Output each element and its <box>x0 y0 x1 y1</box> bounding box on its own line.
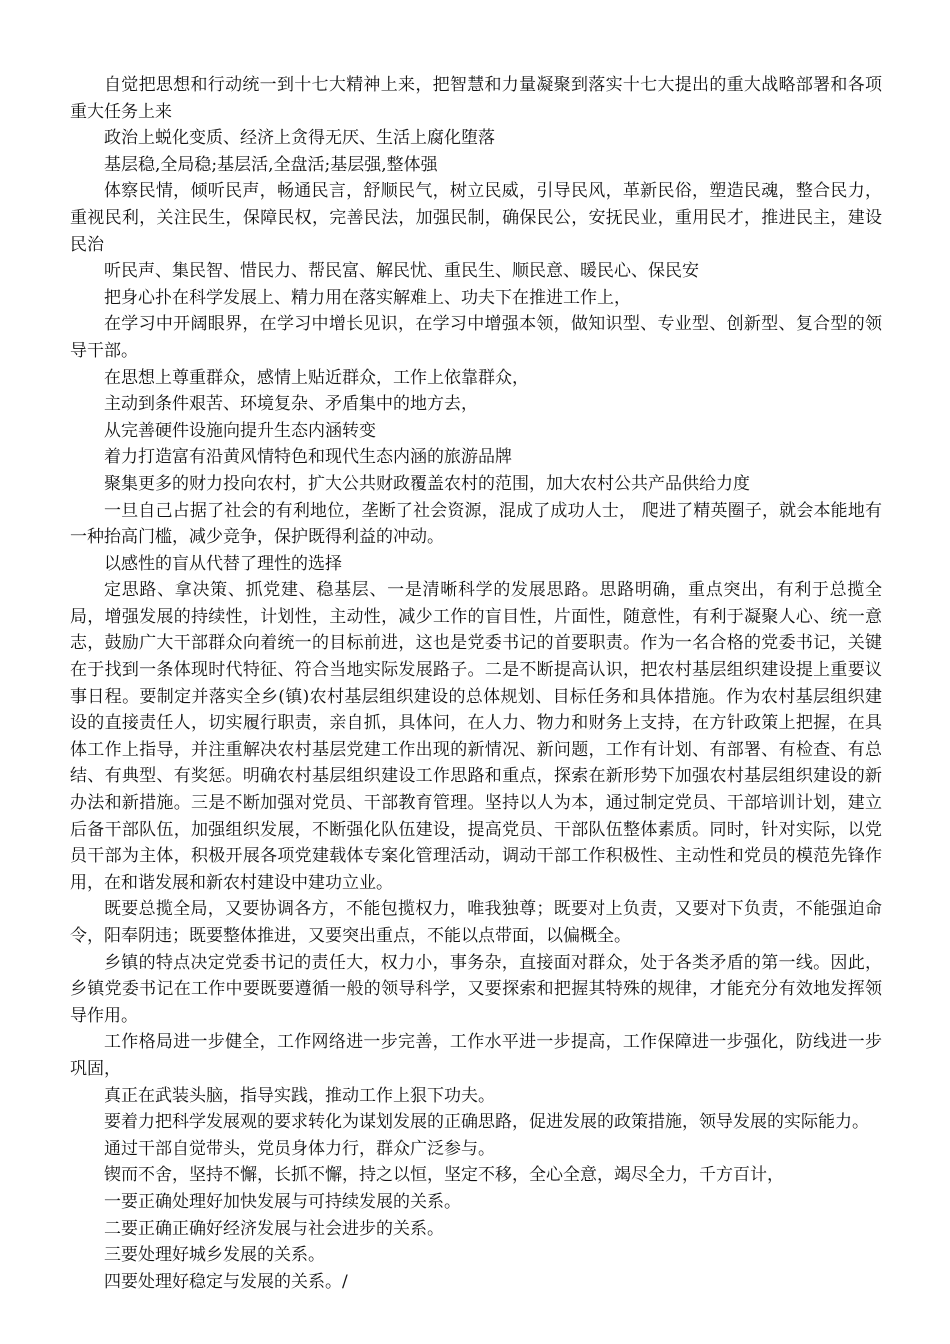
paragraph: 主动到条件艰苦、环境复杂、矛盾集中的地方去， <box>104 394 478 415</box>
paragraph: 一旦自己占据了社会的有利地位，垄断了社会资源，混成了成功人士， 爬进了精英圈子，就会本能地有一种抬高门槛，减少竞争，保护既得利益的冲动。 <box>70 500 882 548</box>
paragraph: 通过干部自觉带头，党员身体力行，群众广泛参与。 <box>104 1138 495 1159</box>
paragraph: 体察民情，倾听民声，畅通民言，舒顺民气，树立民威，引导民风，革新民俗，塑造民魂，整合民力，重视民利，关注民生，保障民权，完善民法，加强民制，确保民公，安抚民业，重用民才，推进民主，建设民治 <box>70 181 882 255</box>
paragraph: 在学习中开阔眼界，在学习中增长见识，在学习中增强本领，做知识型、专业型、创新型、复合型的领导干部。 <box>70 314 882 361</box>
paragraph: 定思路、拿决策、抓党建、稳基层、一是清晰科学的发展思路。思路明确，重点突出，有利于总揽全局，增强发展的持续性，计划性，主动性，减少工作的盲目性，片面性，随意性，有利于凝聚人心、统一意志，鼓励广大干部群众向着统一的目标前进，这也是党委书记的首要职责。作为一名合格的党委书记，关键在于找到一条体现时代特征、符合当地实际发展路子。二是不断提高认识，把农村基层组织建设提上重要议事日程。要制定并落实全乡(镇)农村基层组织建设的总体规划、目标任务和具体措施。作为农村基层组织建设的直接责任人，切实履行职责，亲自抓，具体问，在人力、物力和财务上支持，在方针政策上把握，在具体工作上指导，并注重解决农村基层党建工作出现的新情况、新问题，工作有计划、有部署、有检查、有总结、有典型、有奖惩。明确农村基层组织建设工作思路和重点，探索在新形势下加强农村基层组织建设的新办法和新措施。三是不断加强对党员、干部教育管理。坚持以人为本，通过制定党员、干部培训计划，建立后备干部队伍，加强组织发展，不断强化队伍建设，提高党员、干部队伍整体素质。同时，针对实际，以党员干部为主体，积极开展各项党建载体专案化管理活动，调动干部工作积极性、主动性和党员的模范先锋作用，在和谐发展和新农村建设中建功立业。 <box>70 580 882 893</box>
paragraph: 四要处理好稳定与发展的关系。/ <box>104 1271 348 1292</box>
paragraph: 工作格局进一步健全，工作网络进一步完善，工作水平进一步提高，工作保障进一步强化，防线进一步巩固， <box>70 1032 882 1079</box>
paragraph: 既要总揽全局，又要协调各方，不能包揽权力，唯我独尊；既要对上负责，又要对下负责，不能强迫命令，阳奉阴违；既要整体推进，又要突出重点，不能以点带面，以偏概全。 <box>70 899 882 946</box>
paragraph: 锲而不舍，坚持不懈，长抓不懈，持之以恒，坚定不移，全心全意，竭尽全力，千方百计， <box>104 1165 784 1186</box>
paragraph: 要着力把科学发展观的要求转化为谋划发展的正确思路，促进发展的政策措施，领导发展的实际能力。 <box>104 1112 869 1133</box>
paragraph: 在思想上尊重群众，感情上贴近群众，工作上依靠群众， <box>104 367 529 388</box>
paragraph: 着力打造富有沿黄风情特色和现代生态内涵的旅游品牌 <box>104 447 512 468</box>
paragraph: 三要处理好城乡发展的关系。 <box>104 1245 325 1266</box>
paragraph: 从完善硬件设施向提升生态内涵转变 <box>104 420 376 441</box>
paragraph: 聚集更多的财力投向农村，扩大公共财政覆盖农村的范围，加大农村公共产品供给力度 <box>104 473 750 494</box>
paragraph: 真正在武装头脑，指导实践，推动工作上狠下功夫。 <box>104 1085 495 1106</box>
document-page <box>70 72 882 1295</box>
paragraph: 以感性的盲从代替了理性的选择 <box>104 553 342 574</box>
paragraph: 一要正确处理好加快发展与可持续发展的关系。 <box>104 1191 461 1212</box>
paragraph: 政治上蜕化变质、经济上贪得无厌、生活上腐化堕落 <box>104 128 495 149</box>
paragraph: 乡镇的特点决定党委书记的责任大，权力小，事务杂，直接面对群众，处于各类矛盾的第一线。因此，乡镇党委书记在工作中要既要遵循一般的领导科学，又要探索和把握其特殊的规律，才能充分有效地发挥领导作用。 <box>70 952 882 1026</box>
paragraph: 把身心扑在科学发展上、精力用在落实解难上、功夫下在推进工作上， <box>104 287 631 308</box>
paragraph: 二要正确正确好经济发展与社会进步的关系。 <box>104 1218 444 1239</box>
paragraph: 基层稳,全局稳;基层活,全盘活;基层强,整体强 <box>104 154 438 175</box>
paragraph: 听民声、集民智、惜民力、帮民富、解民忧、重民生、顺民意、暖民心、保民安 <box>104 261 699 282</box>
paragraph: 自觉把思想和行动统一到十七大精神上来，把智慧和力量凝聚到落实十七大提出的重大战略部署和各项重大任务上来 <box>70 75 882 122</box>
